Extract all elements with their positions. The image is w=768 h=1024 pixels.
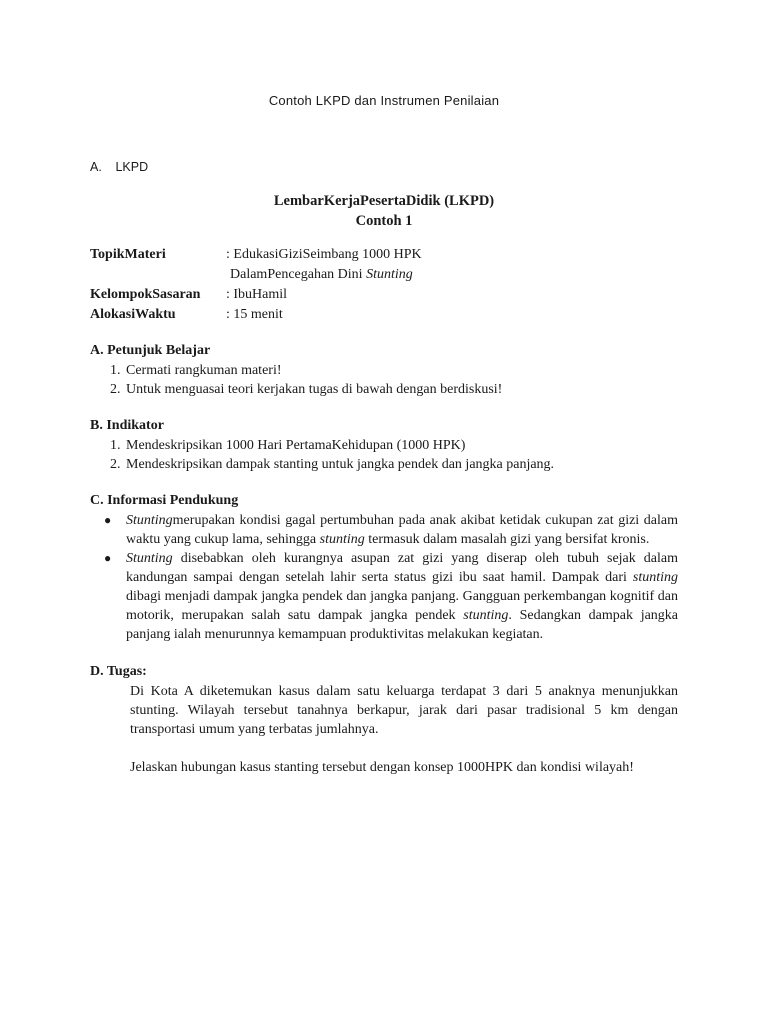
meta-val-alokasi: : 15 menit [226,307,283,322]
section-petunjuk [90,341,678,399]
list-number: 1. [110,438,121,453]
list-item [90,361,678,380]
indikator-list [90,436,678,474]
list-number: 2. [110,382,121,397]
meta-key-topik: TopikMateri [90,247,166,262]
tugas-paragraph-1: Di Kota A diketemukan kasus dalam satu keluarga terdapat 3 dari 5 anaknya menunjukkan stunting. Wilayah tersebut tanahnya berkapur, jarak dari pasar tradisional 5 km dengan transportasi umum yang terbatas jumlahnya. [130,684,678,737]
meta-key-alokasi: AlokasiWaktu [90,307,176,322]
lkpd-meta [90,245,526,325]
list-text: Untuk menguasai teori kerjakan tugas di bawah dengan berdiskusi! [126,382,503,397]
list-text: Cermati rangkuman materi! [126,363,282,378]
indikator-title: B. Indikator [90,418,164,433]
meta-val-topik-line2-text: DalamPencegahan Dini [230,267,367,282]
lkpd-heading [0,191,768,231]
text-segment: termasuk dalam masalah gizi yang bersifat kronis. [364,532,650,547]
list-text: Mendeskripsikan dampak stanting untuk jangka pendek dan jangka panjang. [126,457,555,472]
lkpd-subtitle: Contoh 1 [355,213,413,229]
petunjuk-list [90,361,678,399]
tugas-paragraph-2: Jelaskan hubungan kasus stanting tersebut dengan konsep 1000HPK dan kondisi wilayah! [130,760,634,775]
meta-row-kelompok [90,285,526,305]
section-a-title: LKPD [115,160,149,174]
text-segment: dibagi menjadi dampak jangka pendek dan jangka panjang. Gangguan perkembangan kognitif dan motorik, merupakan salah satu dampak jangka pendek [126,589,678,623]
bullet-icon: ● [104,551,112,565]
lkpd-title: LembarKerjaPesertaDidik (LKPD) [273,193,495,209]
meta-val-topik-line1: : EdukasiGiziSeimbang 1000 HPK [226,247,422,262]
meta-val-kelompok: : IbuHamil [226,287,288,302]
informasi-list [90,511,678,644]
term-stunting: Stunting [126,551,173,566]
informasi-title: C. Informasi Pendukung [90,493,239,508]
document-title: Contoh LKPD dan Instrumen Penilaian [268,93,500,108]
term-stunting: Stunting [126,513,173,528]
text-segment: disebabkan oleh kurangnya asupan zat gizi yang diserap oleh tubuh sejak dalam kandungan sampai dengan setelah lahir serta status gizi ibu saat hamil. Dampak dari [126,551,678,585]
list-number: 2. [110,457,121,472]
meta-val-topik [226,245,526,285]
text-segment: merupakan kondisi gagal pertumbuhan pada anak akibat ketidak cukupan zat gizi dalam waktu yang cukup lama, sehingga [126,513,678,547]
list-item [90,549,678,644]
section-tugas [90,662,678,777]
list-text: Mendeskripsikan 1000 Hari PertamaKehidupan (1000 HPK) [126,438,466,453]
section-indikator [90,416,678,474]
meta-val-topik-line2 [226,265,526,285]
petunjuk-title: A. Petunjuk Belajar [90,343,211,358]
list-number: 1. [110,363,121,378]
term-stunting: stunting [463,608,509,623]
bullet-text [126,549,678,644]
list-item [90,380,678,399]
term-stunting: stunting [632,570,678,585]
meta-val-topik-line2-em: Stunting [366,267,413,282]
section-a-label: A. [90,160,102,174]
tugas-title: D. Tugas: [90,664,147,679]
meta-key-kelompok: KelompokSasaran [90,287,201,302]
section-a-heading [90,160,148,174]
text-segment: . Sedangkan dampak jangka panjang ialah menurunnya kemampuan produktivitas melakukan kegiatan. [126,608,679,642]
section-informasi [90,491,678,644]
bullet-text [126,511,678,549]
list-item [90,455,678,474]
meta-row-topik [90,245,526,285]
bullet-icon: ● [104,513,112,527]
term-stunting: stunting [319,532,365,547]
list-item [90,511,678,549]
meta-row-alokasi [90,305,526,325]
list-item [90,436,678,455]
